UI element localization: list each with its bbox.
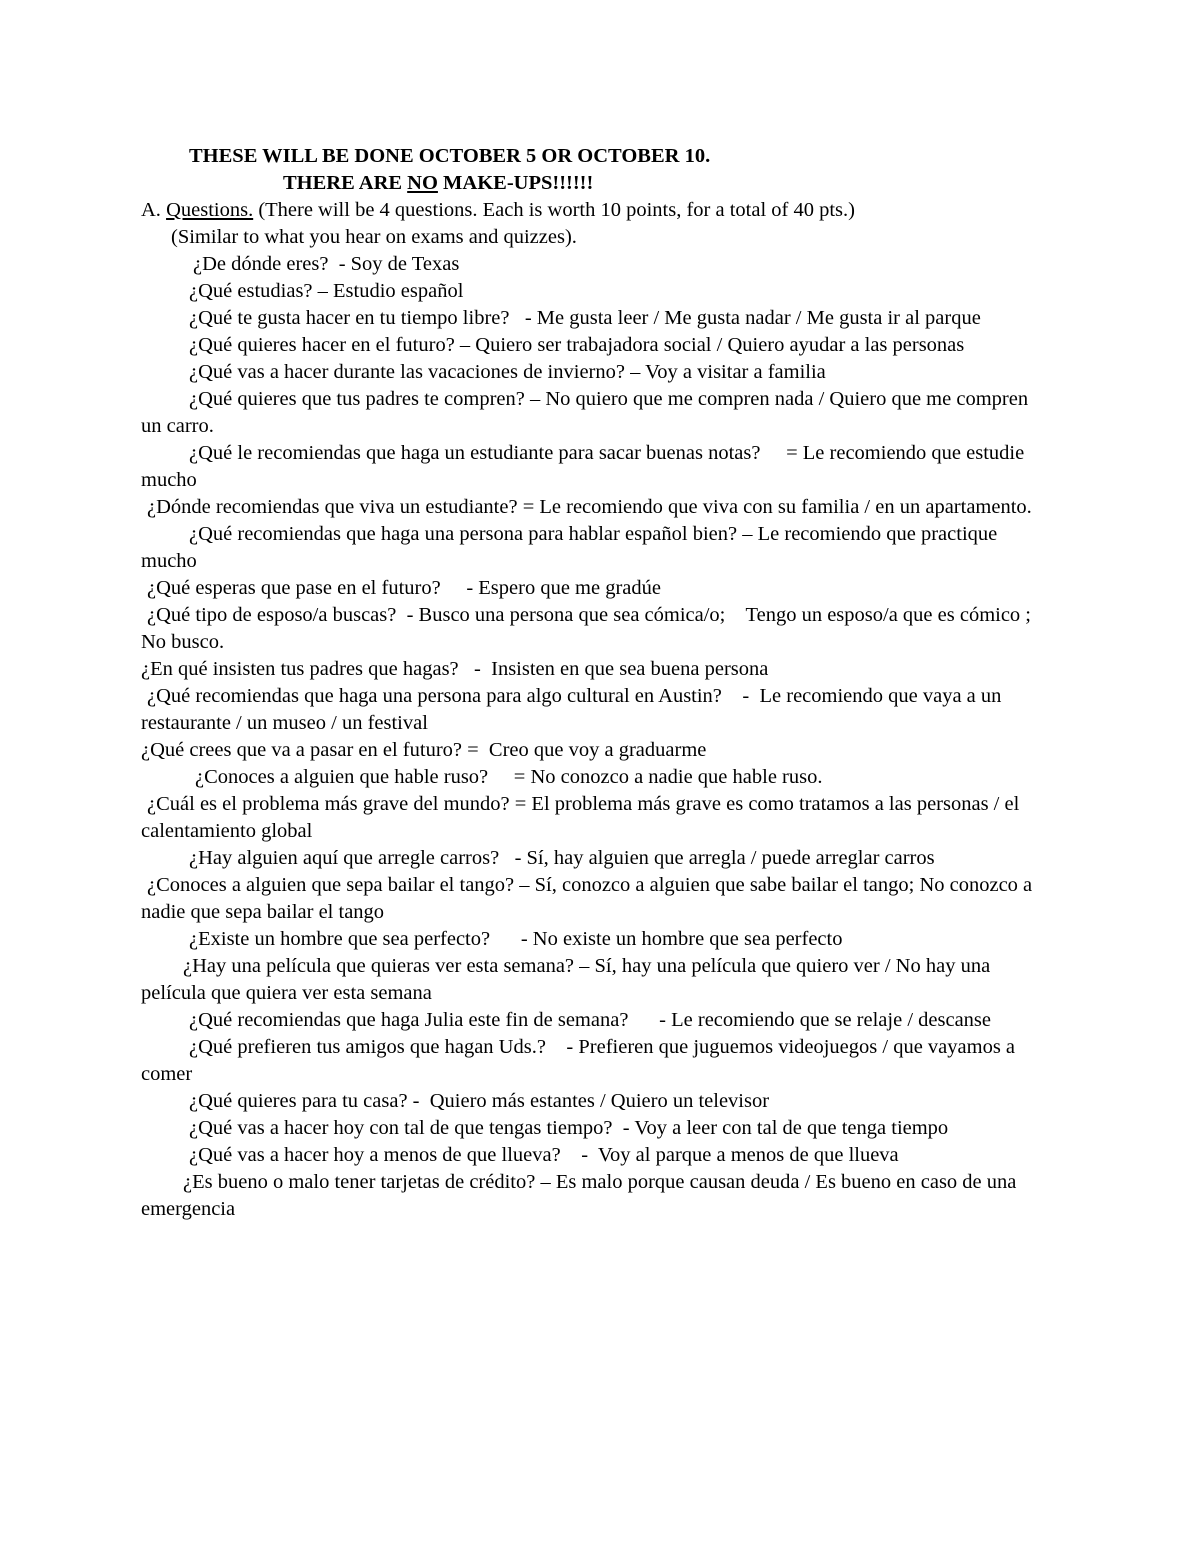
header-line-2-prefix: THERE ARE	[283, 172, 408, 194]
answer-text: - Voy a leer con tal de que tenga tiempo	[612, 1117, 949, 1139]
header-line-1: THESE WILL BE DONE OCTOBER 5 OR OCTOBER 10.	[189, 145, 711, 167]
section-description: (There will be 4 questions. Each is worth 10 points, for a total of 40 pts.)	[253, 199, 855, 221]
qa-item	[141, 251, 1051, 278]
qa-item	[141, 683, 1051, 737]
qa-item	[141, 278, 1051, 305]
qa-item	[141, 602, 1051, 656]
answer-text: - Me gusta leer / Me gusta nadar / Me gusta ir al parque	[509, 307, 981, 329]
question-text: ¿Qué recomiendas que haga una persona para algo cultural en Austin?	[147, 685, 722, 707]
qa-item	[141, 656, 1051, 683]
question-text: ¿Dónde recomiendas que viva un estudiante?	[147, 496, 518, 518]
answer-text: = No conozco a nadie que hable ruso.	[488, 766, 823, 788]
document-page	[141, 143, 1051, 1223]
header-line-2-suffix: MAKE-UPS!!!!!!	[437, 172, 594, 194]
question-text: ¿Qué vas a hacer hoy con tal de que tengas tiempo?	[189, 1117, 613, 1139]
qa-item	[141, 305, 1051, 332]
answer-text: - Sí, hay alguien que arregla / puede arreglar carros	[499, 847, 935, 869]
answer-text: – Le recomiendo que practique mucho	[141, 523, 1003, 572]
question-text: ¿Hay una película que quieras ver esta semana?	[183, 955, 575, 977]
header-no-emphasis: NO	[407, 172, 438, 194]
answer-text: - Insisten en que sea buena persona	[458, 658, 769, 680]
qa-item	[141, 737, 1051, 764]
answer-text: - Prefieren que juguemos videojuegos / que vayamos a comer	[141, 1036, 1021, 1085]
question-text: ¿Qué quieres que tus padres te compren?	[189, 388, 525, 410]
question-text: ¿Qué crees que va a pasar en el futuro?	[141, 739, 462, 761]
section-letter: A.	[141, 199, 167, 221]
question-text: ¿Qué recomiendas que haga Julia este fin de semana?	[189, 1009, 629, 1031]
section-heading	[141, 197, 1051, 224]
question-text: ¿Qué esperas que pase en el futuro?	[147, 577, 441, 599]
answer-text: – Es malo porque causan deuda / Es bueno en caso de una emergencia	[141, 1171, 1022, 1220]
question-text: ¿Existe un hombre que sea perfecto?	[189, 928, 491, 950]
question-text: ¿Es bueno o malo tener tarjetas de crédito?	[183, 1171, 536, 1193]
answer-text: - Espero que me gradúe	[440, 577, 661, 599]
answer-text: – Sí, conozco a alguien que sabe bailar el tango; No conozco a nadie que sepa bailar el tango	[141, 874, 1038, 923]
question-text: ¿Qué vas a hacer hoy a menos de que llueva?	[189, 1144, 561, 1166]
question-text: ¿Qué estudias?	[189, 280, 313, 302]
question-text: ¿Hay alguien aquí que arregle carros?	[189, 847, 500, 869]
section-note: (Similar to what you hear on exams and quizzes).	[171, 226, 577, 248]
qa-item	[141, 575, 1051, 602]
answer-text: - Le recomiendo que vaya a un restaurante / un museo / un festival	[141, 685, 1007, 734]
qa-item	[141, 1007, 1051, 1034]
qa-item	[141, 494, 1051, 521]
qa-item	[141, 1088, 1051, 1115]
qa-item	[141, 926, 1051, 953]
answer-text: - Quiero más estantes / Quiero un televisor	[407, 1090, 770, 1112]
question-text: ¿Qué le recomiendas que haga un estudiante para sacar buenas notas?	[189, 442, 761, 464]
question-text: ¿Conoces a alguien que sepa bailar el tango?	[147, 874, 515, 896]
answer-text: - Busco una persona que sea cómica/o; Tengo un esposo/a que es cómico ; No busco.	[141, 604, 1052, 653]
question-text: ¿Qué quieres para tu casa?	[189, 1090, 408, 1112]
answer-text: = Le recomiendo que viva con su familia / en un apartamento.	[517, 496, 1032, 518]
answer-text: – Quiero ser trabajadora social / Quiero ayudar a las personas	[454, 334, 965, 356]
question-text: ¿Qué te gusta hacer en tu tiempo libre?	[189, 307, 510, 329]
qa-item	[141, 332, 1051, 359]
qa-item	[141, 845, 1051, 872]
qa-item	[141, 953, 1051, 1007]
question-text: ¿Qué quieres hacer en el futuro?	[189, 334, 455, 356]
answer-text: – Sí, hay una película que quiero ver / No hay una película que quiera ver esta semana	[141, 955, 996, 1004]
answer-text: - Le recomiendo que se relaje / descanse	[628, 1009, 991, 1031]
answer-text: – Estudio español	[312, 280, 464, 302]
answer-text: – Voy a visitar a familia	[624, 361, 826, 383]
question-text: ¿Qué vas a hacer durante las vacaciones de invierno?	[189, 361, 625, 383]
qa-item	[141, 1169, 1051, 1223]
qa-item	[141, 521, 1051, 575]
question-text: ¿Qué prefieren tus amigos que hagan Uds.?	[189, 1036, 546, 1058]
question-text: ¿Conoces a alguien que hable ruso?	[195, 766, 489, 788]
section-title: Questions.	[166, 199, 254, 221]
question-text: ¿De dónde eres?	[193, 253, 329, 275]
question-text: ¿En qué insisten tus padres que hagas?	[141, 658, 459, 680]
answer-text: = El problema más grave es como tratamos a las personas / el calentamiento global	[141, 793, 1025, 842]
answer-text: = Creo que voy a graduarme	[462, 739, 707, 761]
answer-text: - No existe un hombre que sea perfecto	[490, 928, 843, 950]
qa-item	[141, 440, 1051, 494]
question-list	[141, 251, 1051, 1223]
qa-item	[141, 872, 1051, 926]
answer-text: – No quiero que me compren nada / Quiero que me compren un carro.	[141, 388, 1034, 437]
header-line-2	[283, 170, 1051, 197]
answer-text: - Voy al parque a menos de que llueva	[560, 1144, 899, 1166]
qa-item	[141, 359, 1051, 386]
question-text: ¿Qué recomiendas que haga una persona para hablar español bien?	[189, 523, 738, 545]
qa-item	[141, 1142, 1051, 1169]
qa-item	[141, 1034, 1051, 1088]
qa-item	[141, 1115, 1051, 1142]
answer-text: - Soy de Texas	[328, 253, 460, 275]
question-text: ¿Cuál es el problema más grave del mundo?	[147, 793, 510, 815]
qa-item	[141, 386, 1051, 440]
qa-item	[141, 764, 1051, 791]
answer-text: = Le recomiendo que estudie mucho	[141, 442, 1030, 491]
qa-item	[141, 791, 1051, 845]
question-text: ¿Qué tipo de esposo/a buscas?	[147, 604, 397, 626]
